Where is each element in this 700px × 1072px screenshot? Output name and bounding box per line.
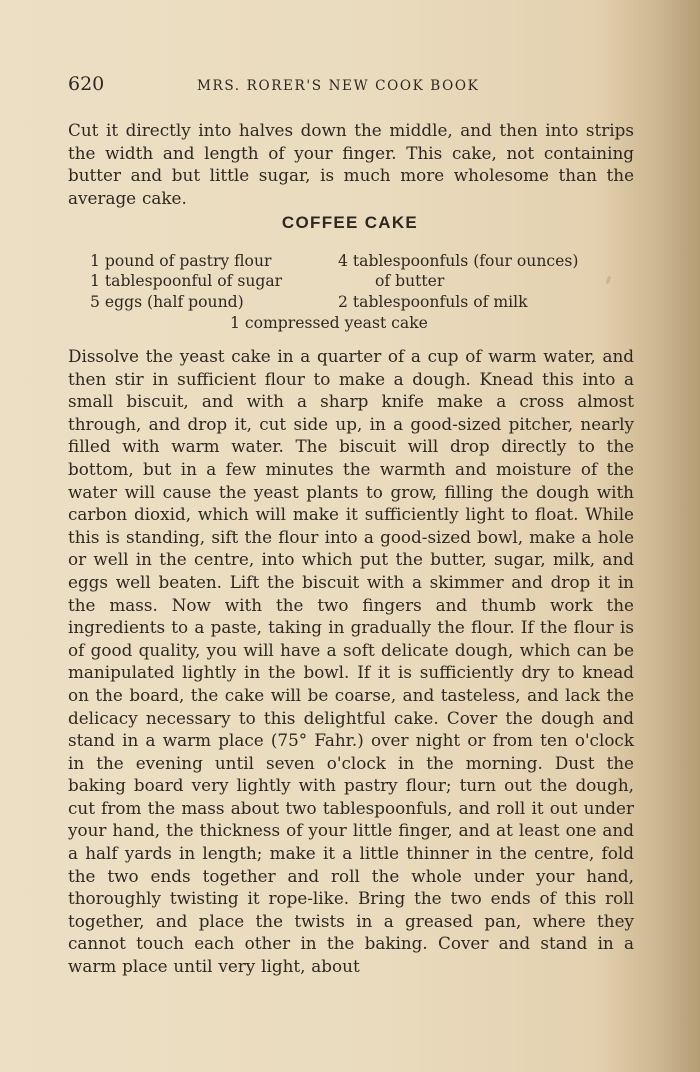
ingredient-sugar: 1 tablespoonful of sugar [90,272,283,290]
ingredient-yeast: 1 compressed yeast cake [230,314,428,332]
ingredient-milk: 2 tablespoonfuls of milk [338,293,528,311]
paper-speck [606,276,612,285]
ingredient-flour: 1 pound of pastry flour [90,252,272,270]
intro-paragraph: Cut it directly into halves down the middle, and then into strips the width and length of your finger. This cake, not containing butter and but little sugar, is much more wholesome than the average cake. [68,120,634,208]
recipe-title: COFFEE CAKE [281,213,419,232]
method-paragraph: Dissolve the yeast cake in a quarter of a cup of warm water, and then stir in sufficient flour to make a dough. Knead this into a small biscuit, and with a sharp knife make a cross almost through, and drop it, cut side up, in a good-sized pitcher, nearly filled with warm water. The biscuit will drop directly to the bottom, but in a few minutes the warmth and moisture of the water will cause the yeast plants to grow, filling the dough with carbon dioxid, which will make it sufficiently light to float. While this is standing, sift the flour into a good-sized bowl, make a hole or well in the centre, into which put the butter, sugar, milk, and eggs well beaten. Lift the biscuit with a skimmer and drop it in the mass. Now with the two fingers and thumb work the ingredients to a paste, taking in gradually the flour. If the flour is of good quality, you will have a soft delicate dough, which can be manipulated lightly in the bowl. If it is sufficiently dry to knead on the board, the cake will be coarse, and tasteless, and lack the delicacy necessary to this delightful cake. Cover the dough and stand in a warm place (75° Fahr.) over night or from ten o'clock in the evening until seven o'clock in the morning. Dust the baking board very lightly with pastry flour; turn out the dough, cut from the mass about two tablespoonfuls, and roll it out under your hand, the thickness of your little finger, and at least one and a half yards in length; make it a little thinner in the centre, fold the two ends together and roll the whole under your hand, thoroughly twisting it rope-like. Bring the two ends of this roll together, and place the twists in a greased pan, where they cannot touch each other in the baking. Cover and stand in a warm place until very light, about [68,346,634,977]
ingredient-eggs: 5 eggs (half pound) [90,293,244,311]
running-head: MRS. RORER'S NEW COOK BOOK [197,78,480,94]
ingredient-butter: 4 tablespoonfuls (four ounces) [338,252,579,270]
page-number: 620 [68,73,105,95]
ingredient-butter-continued: of butter [375,272,445,290]
